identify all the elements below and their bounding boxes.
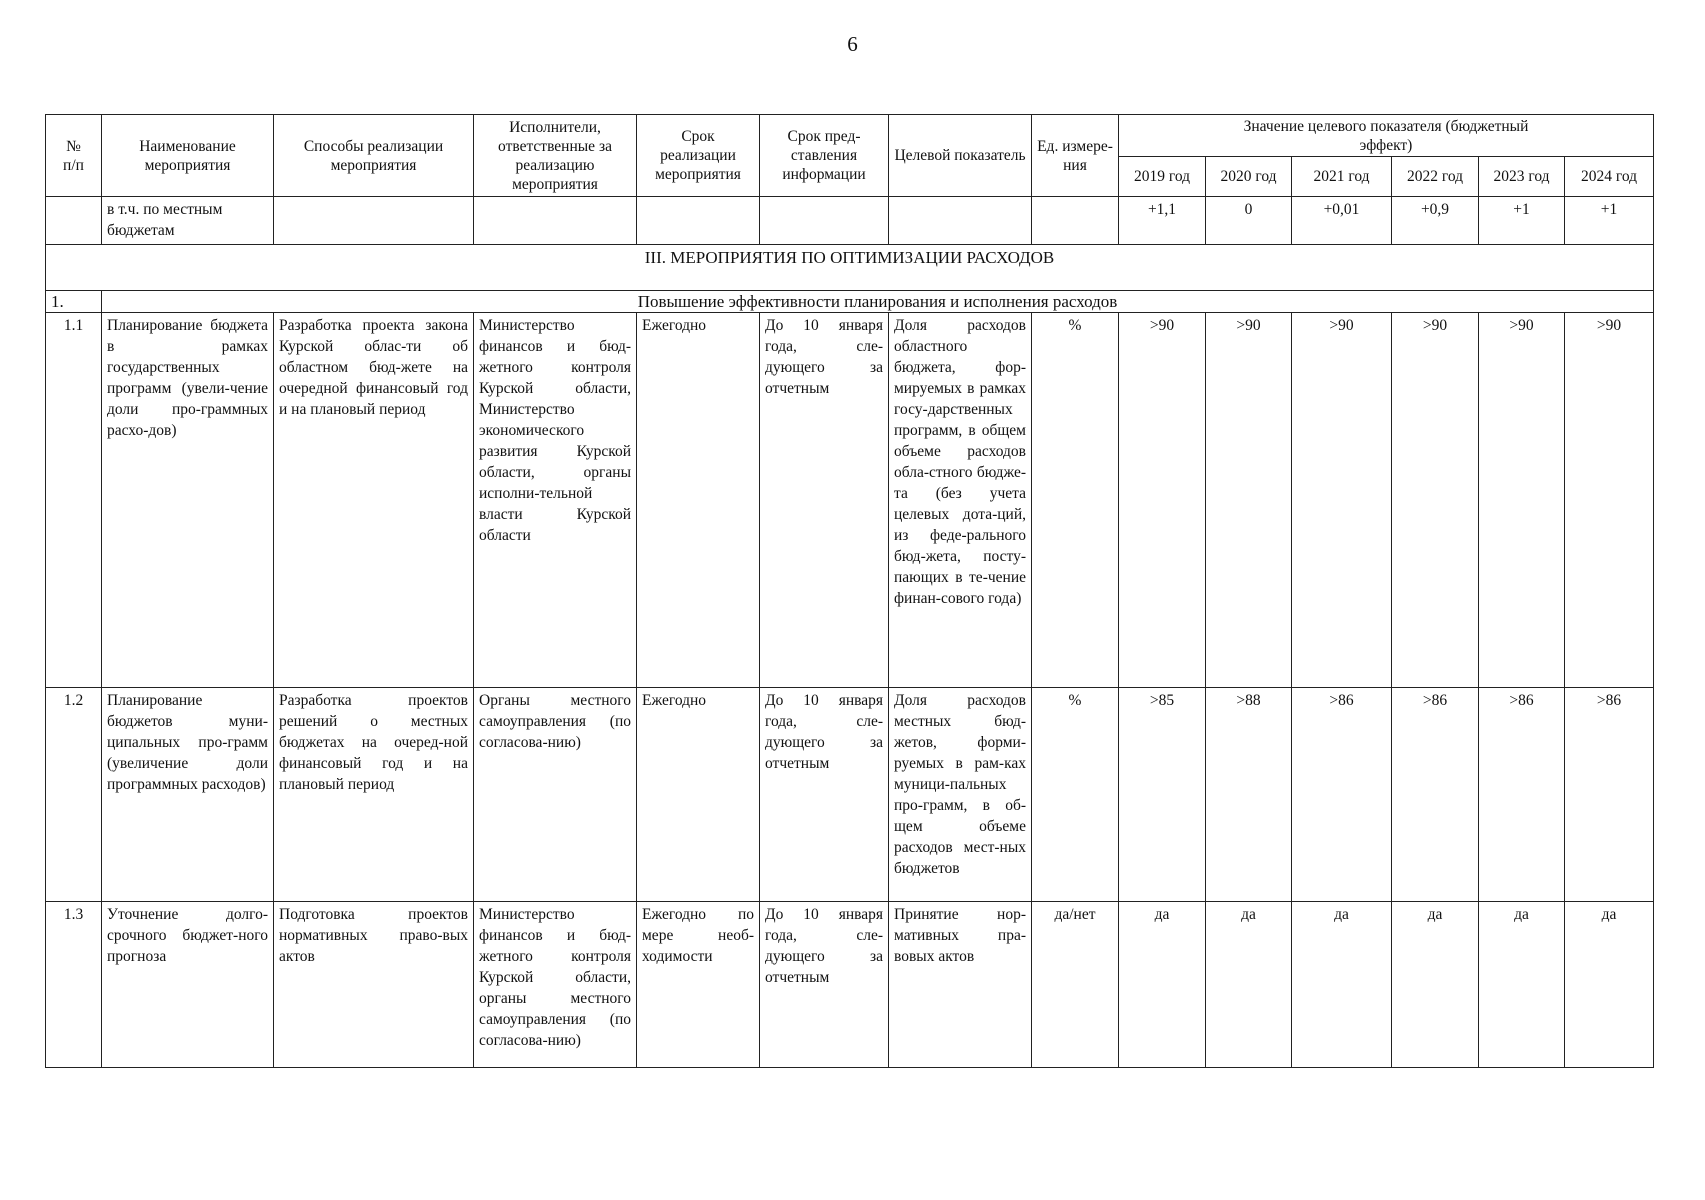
section-title-row [46, 245, 1654, 291]
header-year: 2019 год [1119, 157, 1206, 197]
local-budgets-row [46, 197, 1654, 245]
row-name: Планирование бюджета в рамках государственных программ (увели-чение доли про-граммных расхо-дов) [102, 313, 274, 688]
subsection-row [46, 291, 1654, 313]
subsection-num: 1. [46, 291, 102, 313]
row-indicator: Доля расходов областного бюджета, фор-мируемых в рамках госу-дарственных программ, в общем объеме расходов обла-стного бюдже-та (без учета целевых дота-ций, из феде-рального бюд-жета, посту-пающих в те-чение финан-сового года) [889, 313, 1032, 688]
table-row [46, 688, 1654, 902]
header-year: 2022 год [1392, 157, 1479, 197]
row-value: да [1392, 902, 1479, 1068]
header-year: 2020 год [1206, 157, 1292, 197]
row-value: >85 [1119, 688, 1206, 902]
row-report-deadline: До 10 января года, сле-дующего за отчетным [760, 313, 889, 688]
header-name: Наименование мероприятия [102, 115, 274, 197]
row-value: >86 [1292, 688, 1392, 902]
section-title: III. МЕРОПРИЯТИЯ ПО ОПТИМИЗАЦИИ РАСХОДОВ [46, 245, 1654, 291]
row-methods: Подготовка проектов нормативных право-вых актов [274, 902, 474, 1068]
row-deadline: Ежегодно [637, 313, 760, 688]
row-value: да [1206, 902, 1292, 1068]
row-executors: Министерство финансов и бюд-жетного контроля Курской области, Министерство экономического развития Курской области, органы исполни-тельной власти Курской области [474, 313, 637, 688]
row-value: >90 [1292, 313, 1392, 688]
row-unit: % [1032, 688, 1119, 902]
row-name: Уточнение долго-срочного бюджет-ного прогноза [102, 902, 274, 1068]
cell-methods [274, 197, 474, 245]
row-value: >90 [1392, 313, 1479, 688]
row-unit: % [1032, 313, 1119, 688]
row-indicator: Принятие нор-мативных пра-вовых актов [889, 902, 1032, 1068]
header-year: 2021 год [1292, 157, 1392, 197]
cell-name: в т.ч. по местным бюджетам [102, 197, 274, 245]
header-executors: Исполнители, ответственные за реализацию мероприятия [474, 115, 637, 197]
cell-unit [1032, 197, 1119, 245]
row-unit: да/нет [1032, 902, 1119, 1068]
row-value: >90 [1119, 313, 1206, 688]
cell-value: +0,9 [1392, 197, 1479, 245]
cell-executors [474, 197, 637, 245]
cell-num [46, 197, 102, 245]
cell-value: +1,1 [1119, 197, 1206, 245]
row-value: >86 [1565, 688, 1654, 902]
header-report-deadline: Срок пред-ставления информации [760, 115, 889, 197]
cell-deadline [637, 197, 760, 245]
row-name: Планирование бюджетов муни-ципальных про-грамм (увеличение доли программных расходов) [102, 688, 274, 902]
subsection-title: Повышение эффективности планирования и исполнения расходов [102, 291, 1654, 313]
row-deadline: Ежегодно [637, 688, 760, 902]
cell-value: +0,01 [1292, 197, 1392, 245]
header-year: 2023 год [1479, 157, 1565, 197]
table-row [46, 313, 1654, 688]
measures-table [45, 114, 1654, 1068]
row-executors: Органы местного самоуправления (по согласова-нию) [474, 688, 637, 902]
row-value: да [1479, 902, 1565, 1068]
row-value: >86 [1479, 688, 1565, 902]
header-num: № п/п [46, 115, 102, 197]
table-row [46, 902, 1654, 1068]
cell-indicator [889, 197, 1032, 245]
row-value: >88 [1206, 688, 1292, 902]
row-value: >90 [1565, 313, 1654, 688]
row-methods: Разработка проекта закона Курской облас-ти об областном бюд-жете на очередной финансовый год и на плановый период [274, 313, 474, 688]
cell-value: +1 [1479, 197, 1565, 245]
cell-report-deadline [760, 197, 889, 245]
row-value: да [1565, 902, 1654, 1068]
row-value: >86 [1392, 688, 1479, 902]
row-value: >90 [1479, 313, 1565, 688]
cell-value: 0 [1206, 197, 1292, 245]
row-value: да [1119, 902, 1206, 1068]
row-indicator: Доля расходов местных бюд-жетов, форми-руемых в рам-ках муници-пальных про-грамм, в об-щем объеме расходов мест-ных бюджетов [889, 688, 1032, 902]
row-report-deadline: До 10 января года, сле-дующего за отчетным [760, 688, 889, 902]
page-number: 6 [847, 32, 858, 56]
row-report-deadline: До 10 января года, сле-дующего за отчетным [760, 902, 889, 1068]
row-methods: Разработка проектов решений о местных бюджетах на очеред-ной финансовый год и на плановый период [274, 688, 474, 902]
cell-value: +1 [1565, 197, 1654, 245]
header-methods: Способы реализации мероприятия [274, 115, 474, 197]
row-value: >90 [1206, 313, 1292, 688]
row-num: 1.2 [46, 688, 102, 902]
row-executors: Министерство финансов и бюд-жетного контроля Курской области, органы местного самоуправления (по согласова-нию) [474, 902, 637, 1068]
header-year: 2024 год [1565, 157, 1654, 197]
header-target-value: Значение целевого показателя (бюджетный эффект) [1119, 115, 1654, 157]
row-deadline: Ежегодно по мере необ-ходимости [637, 902, 760, 1068]
header-unit: Ед. измере-ния [1032, 115, 1119, 197]
header-row-1 [46, 115, 1654, 157]
header-deadline: Срок реализации мероприятия [637, 115, 760, 197]
header-indicator: Целевой показатель [889, 115, 1032, 197]
row-num: 1.3 [46, 902, 102, 1068]
row-num: 1.1 [46, 313, 102, 688]
row-value: да [1292, 902, 1392, 1068]
